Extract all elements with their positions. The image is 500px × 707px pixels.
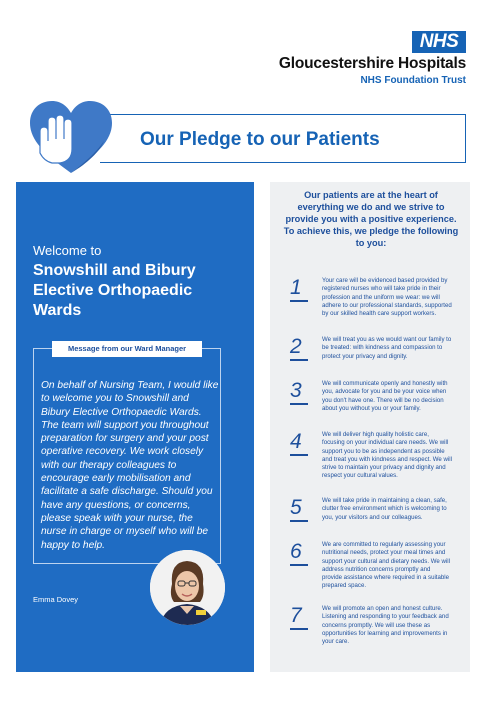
pledge-text: Your care will be evidenced based provided by registered nurses who will take pride in their profession and the uniform we wear: we will adhere to our professional standards, supported by our skilled health care support workers. bbox=[322, 277, 452, 318]
divider bbox=[290, 300, 308, 302]
pledge-text: We will deliver high quality holistic care, focusing on your individual care needs. We will support you to be as independent as possible and treat you with kindness and respect. We will strive to maintain your privacy and dignity and respect your cultural values. bbox=[322, 431, 452, 480]
pledge-number: 7 bbox=[290, 604, 302, 627]
org-subtitle: NHS Foundation Trust bbox=[360, 75, 466, 86]
divider bbox=[290, 359, 308, 361]
pledge-text: We are committed to regularly assessing your nutritional needs, protect your meal times and support your cultural and dietary needs. We will address nutrition concerns promptly and provide assistance where required in a suitable prepared space. bbox=[322, 541, 450, 590]
nhs-logo: NHS bbox=[412, 31, 466, 53]
welcome-heading: Welcome to bbox=[33, 243, 102, 258]
divider bbox=[290, 564, 308, 566]
divider bbox=[290, 520, 308, 522]
pledge-text: We will take pride in maintaining a clean, safe, clutter free environment which is welcoming to you, your visitors and our colleagues. bbox=[322, 497, 447, 521]
signature: Emma Dovey bbox=[33, 595, 79, 604]
pledge-number: 6 bbox=[290, 540, 302, 563]
heart-hand-icon bbox=[26, 99, 116, 177]
org-name: Gloucestershire Hospitals bbox=[278, 55, 466, 72]
pledge-number: 4 bbox=[290, 430, 302, 453]
ward-name: Snowshill and Bibury Elective Orthopaedic Wards bbox=[33, 262, 196, 319]
pledge-number: 3 bbox=[290, 379, 302, 402]
divider bbox=[290, 454, 308, 456]
divider bbox=[290, 403, 308, 405]
pledge-text: We will communicate openly and honestly with you, advocate for you and be your voice when you don't have one. There will be no decision about you without you or your family. bbox=[322, 380, 448, 412]
pledge-number: 5 bbox=[290, 496, 302, 519]
pledge-intro: Our patients are at the heart of everything we do and we strive to provide you with a positive experience. To achieve this, we pledge the following to you: bbox=[283, 190, 459, 249]
pledge-text: We will promote an open and honest culture. Listening and responding to your feedback and concerns promptly. We will use these as opportunities for learning and improvements in your care. bbox=[322, 605, 449, 646]
pledge-number: 2 bbox=[290, 335, 302, 358]
pledge-number: 1 bbox=[290, 276, 302, 299]
message-label: Message from our Ward Manager bbox=[52, 341, 202, 357]
divider bbox=[290, 628, 308, 630]
title-frame-end bbox=[465, 114, 467, 163]
manager-message: On behalf of Nursing Team, I would like to welcome you to Snowshill and Bibury Elective Orthopaedic Wards. The team will support you throughout preparation for surgery and your post operative recovery. We work closely with our therapy colleagues to encourage early mobilisation and facilitate a safe discharge. Should you have any questions, or concerns, please speak with your nurse, the nurse in charge or myself who will be happy to help. bbox=[41, 380, 219, 551]
pledge-panel bbox=[270, 182, 470, 672]
pledge-text: We will treat you as we would want our family to be treated: with kindness and compassion to protect your privacy and dignity. bbox=[322, 336, 452, 360]
staff-photo bbox=[150, 550, 225, 625]
page-title: Our Pledge to our Patients bbox=[140, 129, 380, 150]
